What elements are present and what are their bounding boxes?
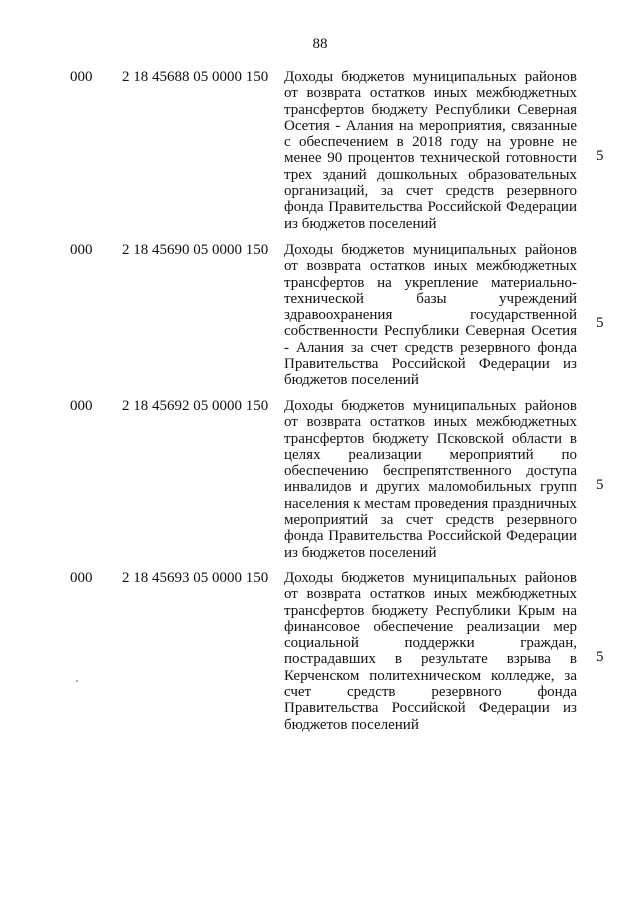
- admin-code: 000: [70, 69, 93, 85]
- income-description: Доходы бюджетов муниципальных районов от возврата остатков иных межбюджетных трансфертов бюджету Республики Северная Осетия - Алания на мероприятия, связанные с обеспечением в 2018 году на уровне не менее 90 процентов технической готовности трех зданий дошкольных образовательных организаций, за счет средств резервного фонда Правительства Российской Федерации из бюджетов поселений: [284, 69, 577, 232]
- page-number: 88: [312, 36, 328, 52]
- kbk-code: 2 18 45688 05 0000 150: [122, 69, 269, 85]
- amount: 5: [596, 477, 604, 493]
- amount: 5: [596, 148, 604, 164]
- amount: 5: [596, 315, 604, 331]
- admin-code: 000: [70, 242, 93, 258]
- kbk-code: 2 18 45690 05 0000 150: [122, 242, 269, 258]
- income-description: Доходы бюджетов муниципальных районов от возврата остатков иных межбюджетных трансфертов бюджету Псковской области в целях реализации мероприятий по обеспечению беспрепятственного доступа инвалидов и других маломобильных групп населения к местам проведения праздничных мероприятий за счет средств резервного фонда Правительства Российской Федерации из бюджетов поселений: [284, 398, 577, 561]
- amount: 5: [596, 649, 604, 665]
- income-description: Доходы бюджетов муниципальных районов от возврата остатков иных межбюджетных трансфертов бюджету Республики Крым на финансовое обеспечение реализации мер социальной поддержки граждан, пострадавших в результате взрыва в Керченском политехническом колледже, за счет средств резервного фонда Правительства Российской Федерации из бюджетов поселений: [284, 570, 577, 733]
- admin-code: 000: [70, 570, 93, 586]
- income-description: Доходы бюджетов муниципальных районов от возврата остатков иных межбюджетных трансфертов на укрепление материально-технической базы учреждений здравоохранения государственной собственности Республики Северная Осетия - Алания за счет средств резервного фонда Правительства Российской Федерации из бюджетов поселений: [284, 242, 577, 389]
- admin-code: 000: [70, 398, 93, 414]
- kbk-code: 2 18 45693 05 0000 150: [122, 570, 269, 586]
- kbk-code: 2 18 45692 05 0000 150: [122, 398, 269, 414]
- scan-speck: [76, 680, 78, 682]
